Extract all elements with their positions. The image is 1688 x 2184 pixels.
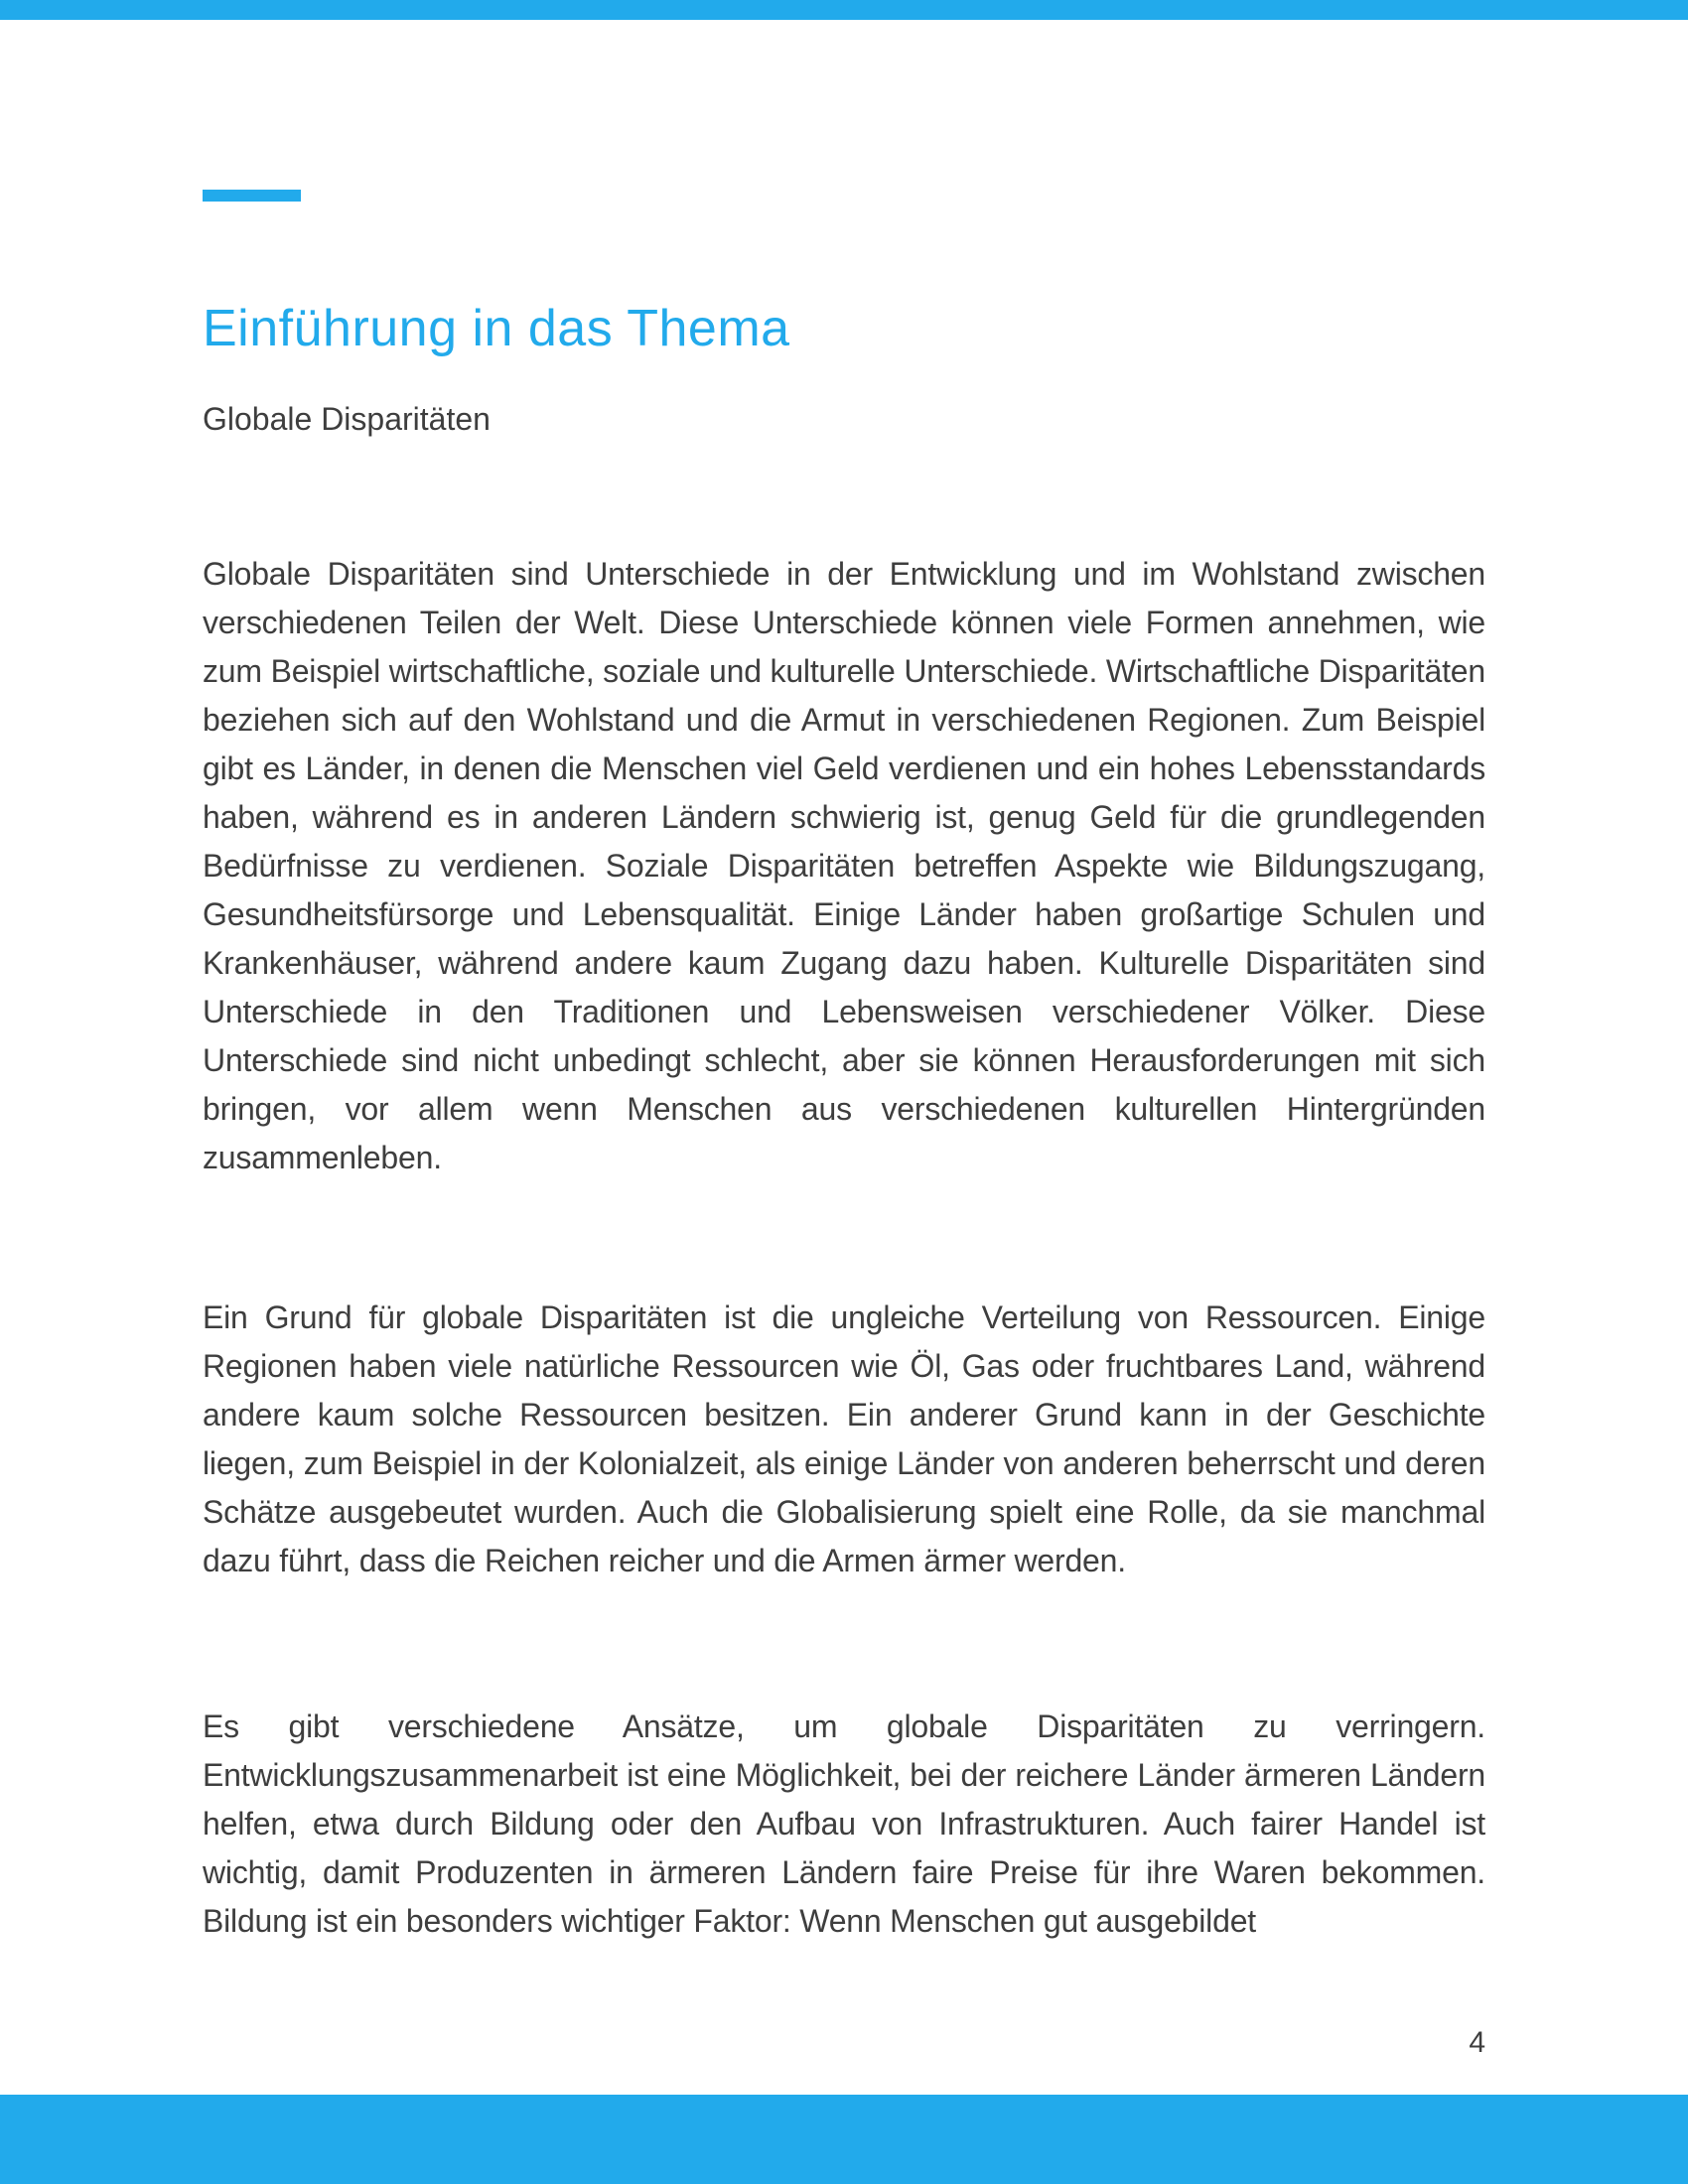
- page-content: [0, 20, 1688, 2064]
- bottom-accent-bar: [0, 2095, 1688, 2184]
- page-subtitle: Globale Disparitäten: [203, 401, 491, 437]
- top-accent-bar: [0, 0, 1688, 20]
- body-paragraph: Es gibt verschiedene Ansätze, um globale Disparitäten zu verringern. Entwicklungszusammenarbeit ist eine Möglichkeit, bei der reichere Länder ärmeren Ländern helfen, etwa durch Bildung oder den Aufbau von Infrastrukturen. Auch fairer Handel ist wichtig, damit Produzenten in ärmeren Ländern faire Preise für ihre Waren bekommen. Bildung ist ein besonders wichtiger Faktor: Wenn Menschen gut ausgebildet: [203, 1708, 1485, 1939]
- body-paragraph: Globale Disparitäten sind Unterschiede in der Entwicklung und im Wohlstand zwischen verschiedenen Teilen der Welt. Diese Unterschiede können viele Formen annehmen, wie zum Beispiel wirtschaftliche, soziale und kulturelle Unterschiede. Wirtschaftliche Disparitäten beziehen sich auf den Wohlstand und die Armut in verschiedenen Regionen. Zum Beispiel gibt es Länder, in denen die Menschen viel Geld verdienen und ein hohes Lebensstandards haben, während es in anderen Ländern schwierig ist, genug Geld für die grundlegenden Bedürfnisse zu verdienen. Soziale Disparitäten betreffen Aspekte wie Bildungszugang, Gesundheitsfürsorge und Lebensqualität. Einige Länder haben großartige Schulen und Krankenhäuser, während andere kaum Zugang dazu haben. Kulturelle Disparitäten sind Unterschiede in den Traditionen und Lebensweisen verschiedener Völker. Diese Unterschiede sind nicht unbedingt schlecht, aber sie können Herausforderungen mit sich bringen, vor allem wenn Menschen aus verschiedenen kulturellen Hintergründen zusammenleben.: [203, 556, 1485, 1175]
- accent-dash: [203, 190, 301, 202]
- page-number: 4: [1469, 2026, 1485, 2059]
- page-title: Einführung in das Thema: [203, 300, 790, 357]
- body-paragraph: Ein Grund für globale Disparitäten ist die ungleiche Verteilung von Ressourcen. Einige Regionen haben viele natürliche Ressourcen wie Öl, Gas oder fruchtbares Land, während andere kaum solche Ressourcen besitzen. Ein anderer Grund kann in der Geschichte liegen, zum Beispiel in der Kolonialzeit, als einige Länder von anderen beherrscht und deren Schätze ausgebeutet wurden. Auch die Globalisierung spielt eine Rolle, da sie manchmal dazu führt, dass die Reichen reicher und die Armen ärmer werden.: [203, 1299, 1485, 1578]
